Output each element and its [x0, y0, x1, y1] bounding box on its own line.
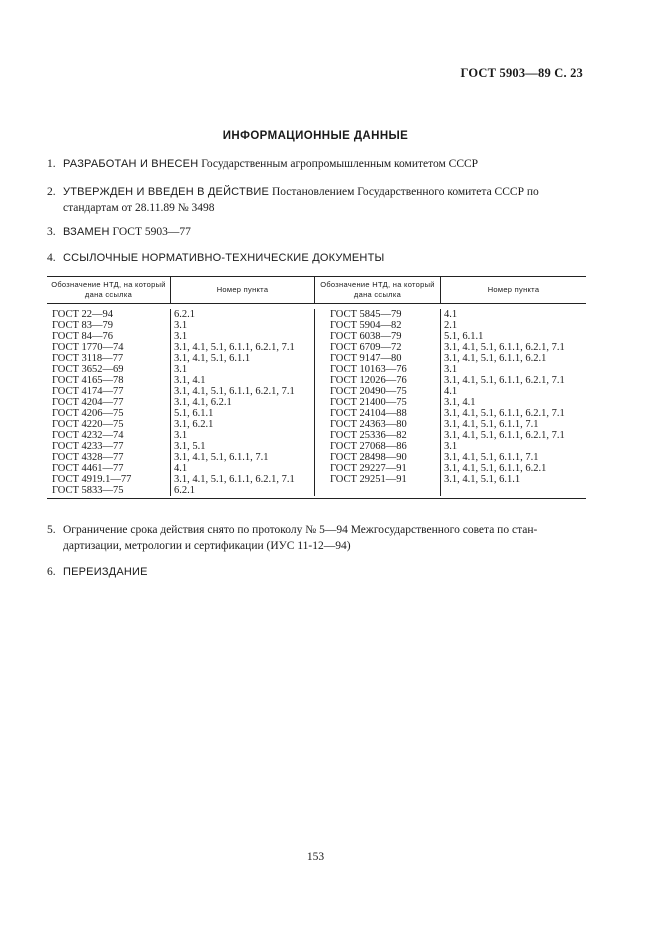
table-cell: ГОСТ 12026—76: [330, 375, 407, 386]
table-header: [47, 277, 586, 304]
right-points-column: [440, 309, 586, 496]
table-cell: ГОСТ 5845—79: [330, 309, 402, 320]
table-cell: ГОСТ 83—79: [52, 320, 114, 331]
table-cell: ГОСТ 29227—91: [330, 463, 407, 474]
table-cell: ГОСТ 22—94: [52, 309, 114, 320]
table-cell: ГОСТ 4204—77: [52, 397, 124, 408]
table-cell: 3.1, 4.1, 5.1, 6.1.1, 6.2.1: [444, 463, 547, 474]
header-doc-right: Обозначение НТД, на который дана ссылка: [314, 277, 440, 303]
table-cell: 4.1: [174, 463, 188, 474]
table-cell: ГОСТ 4232—74: [52, 430, 124, 441]
table-cell: 3.1, 4.1, 5.1, 6.1.1, 6.2.1, 7.1: [444, 430, 565, 441]
table-cell: 3.1, 4.1, 5.1, 6.1.1: [174, 353, 251, 364]
table-cell: 3.1: [444, 364, 458, 375]
right-docs-column: [314, 309, 440, 496]
info-item-4: [47, 250, 587, 266]
item-number: 2.: [47, 186, 56, 198]
table-cell: 6.2.1: [174, 485, 195, 496]
item-number: 1.: [47, 158, 56, 170]
table-cell: ГОСТ 4919.1—77: [52, 474, 132, 485]
item-text: ГОСТ 5903—77: [109, 226, 191, 238]
item-text: Постановлением Государственного комитета СССР по: [269, 186, 539, 198]
item-text-continued: стандартам от 28.11.89 № 3498: [63, 202, 215, 214]
table-cell: ГОСТ 3652—69: [52, 364, 124, 375]
table-cell: 3.1, 4.1, 5.1, 6.1.1, 6.2.1, 7.1: [444, 375, 565, 386]
table-cell: 4.1: [444, 309, 458, 320]
table-cell: 3.1, 4.1: [444, 397, 476, 408]
table-cell: 3.1: [444, 441, 458, 452]
table-cell: ГОСТ 4328—77: [52, 452, 124, 463]
table-cell: 3.1, 4.1, 5.1, 6.1.1, 6.2.1: [444, 353, 547, 364]
info-item-5: [47, 522, 587, 554]
document-reference: ГОСТ 5903—89 С. 23: [460, 66, 583, 80]
item-caps-label: РАЗРАБОТАН И ВНЕСЕН: [63, 158, 199, 170]
table-cell: ГОСТ 1770—74: [52, 342, 124, 353]
table-cell: ГОСТ 29251—91: [330, 474, 407, 485]
table-cell: ГОСТ 10163—76: [330, 364, 407, 375]
table-cell: 5.1, 6.1.1: [444, 331, 484, 342]
item-number: 3.: [47, 226, 56, 238]
table-cell: 3.1, 4.1, 5.1, 6.1.1, 6.2.1, 7.1: [444, 408, 565, 419]
left-docs-column: [47, 309, 170, 496]
table-cell: 3.1, 6.2.1: [174, 419, 214, 430]
table-cell: 4.1: [444, 386, 458, 397]
item-caps-label: ПЕРЕИЗДАНИЕ: [63, 566, 148, 578]
table-cell: 3.1: [174, 430, 188, 441]
item-text-continued: дартизации, метрологии и сертификации (ИУС 11-12—94): [63, 540, 351, 552]
table-cell: ГОСТ 25336—82: [330, 430, 407, 441]
table-cell: 3.1, 4.1, 5.1, 6.1.1, 6.2.1, 7.1: [444, 342, 565, 353]
table-cell: 3.1, 4.1, 5.1, 6.1.1, 7.1: [444, 452, 539, 463]
table-cell: 5.1, 6.1.1: [174, 408, 214, 419]
table-cell: 3.1: [174, 331, 188, 342]
table-cell: 3.1, 4.1, 6.2.1: [174, 397, 232, 408]
item-number: 5.: [47, 524, 56, 536]
table-cell: ГОСТ 4233—77: [52, 441, 124, 452]
table-cell: 3.1, 4.1, 5.1, 6.1.1: [444, 474, 521, 485]
table-cell: ГОСТ 9147—80: [330, 353, 402, 364]
table-cell: ГОСТ 84—76: [52, 331, 114, 342]
table-cell: ГОСТ 4174—77: [52, 386, 124, 397]
references-table: [47, 276, 586, 499]
table-cell: 3.1, 4.1, 5.1, 6.1.1, 6.2.1, 7.1: [174, 342, 295, 353]
table-cell: ГОСТ 4461—77: [52, 463, 124, 474]
table-cell: ГОСТ 24363—80: [330, 419, 407, 430]
info-item-6: [47, 564, 587, 580]
item-text: Ограничение срока действия снято по протоколу № 5—94 Межгосударственного совета по стан-: [63, 524, 538, 536]
table-cell: ГОСТ 4220—75: [52, 419, 124, 430]
table-cell: 3.1, 4.1, 5.1, 6.1.1, 7.1: [174, 452, 269, 463]
info-item-2: [47, 184, 587, 216]
table-cell: ГОСТ 3118—77: [52, 353, 124, 364]
item-text: Государственным агропромышленным комитетом СССР: [198, 158, 479, 170]
item-caps-label: ВЗАМЕН: [63, 226, 110, 238]
page-number: 153: [306, 851, 325, 863]
table-cell: 3.1, 4.1, 5.1, 6.1.1, 6.2.1, 7.1: [174, 386, 295, 397]
table-cell: 3.1, 4.1, 5.1, 6.1.1, 6.2.1, 7.1: [174, 474, 295, 485]
table-cell: ГОСТ 21400—75: [330, 397, 407, 408]
header-point-right: Номер пункта: [440, 277, 586, 303]
table-cell: ГОСТ 28498—90: [330, 452, 407, 463]
item-caps-label: ССЫЛОЧНЫЕ НОРМАТИВНО-ТЕХНИЧЕСКИЕ ДОКУМЕНТЫ: [63, 252, 385, 264]
header-point-left: Номер пункта: [170, 277, 314, 303]
table-cell: 6.2.1: [174, 309, 195, 320]
table-cell: 2.1: [444, 320, 458, 331]
left-points-column: [170, 309, 314, 496]
table-cell: 3.1, 4.1: [174, 375, 206, 386]
table-cell: 3.1, 4.1, 5.1, 6.1.1, 7.1: [444, 419, 539, 430]
table-cell: ГОСТ 6709—72: [330, 342, 402, 353]
table-cell: ГОСТ 27068—86: [330, 441, 407, 452]
item-number: 6.: [47, 566, 56, 578]
table-cell: ГОСТ 5833—75: [52, 485, 124, 496]
section-title: ИНФОРМАЦИОННЫЕ ДАННЫЕ: [222, 130, 409, 142]
table-cell: ГОСТ 4165—78: [52, 375, 124, 386]
table-body: [47, 304, 586, 498]
table-cell: 3.1, 5.1: [174, 441, 206, 452]
table-cell: 3.1: [174, 320, 188, 331]
table-cell: ГОСТ 6038—79: [330, 331, 402, 342]
table-cell: 3.1: [174, 364, 188, 375]
item-number: 4.: [47, 252, 56, 264]
info-item-3: [47, 224, 587, 240]
header-doc-left: Обозначение НТД, на который дана ссылка: [51, 280, 166, 299]
table-cell: ГОСТ 24104—88: [330, 408, 407, 419]
table-cell: ГОСТ 5904—82: [330, 320, 402, 331]
table-cell: ГОСТ 20490—75: [330, 386, 407, 397]
info-item-1: [47, 156, 587, 172]
table-cell: ГОСТ 4206—75: [52, 408, 124, 419]
item-caps-label: УТВЕРЖДЕН И ВВЕДЕН В ДЕЙСТВИЕ: [63, 186, 270, 198]
